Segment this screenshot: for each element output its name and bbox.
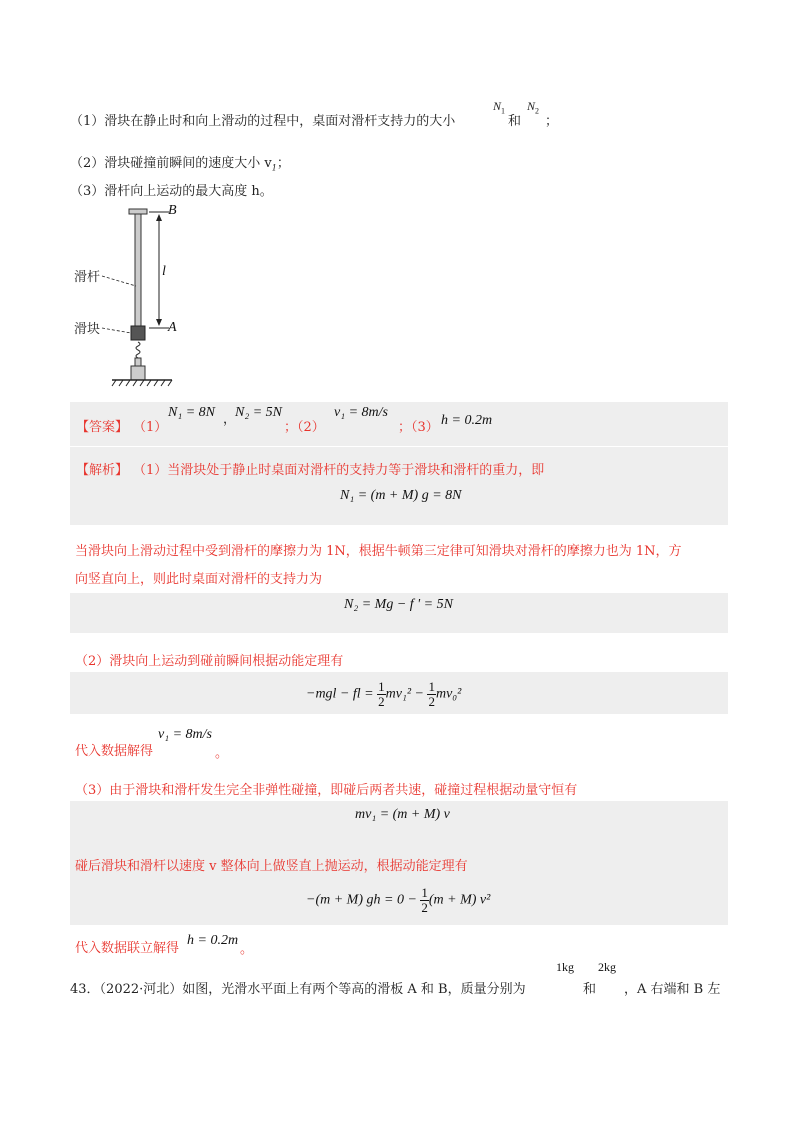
analysis-line-1: （1）当滑块处于静止时桌面对滑杆的支持力等于滑块和滑杆的重力，即 xyxy=(133,463,545,478)
analysis-line-7-end: 。 xyxy=(240,942,254,957)
answer-part3: ；（3） xyxy=(398,420,439,435)
analysis-line-2b: 向竖直向上，则此时桌面对滑杆的支持力为 xyxy=(75,572,323,587)
label-b: B xyxy=(168,203,177,218)
label-block: 滑块 xyxy=(74,322,101,337)
question-43-and: 和 xyxy=(583,982,597,997)
answer-part2: ；（2） xyxy=(284,420,325,435)
label-l: l xyxy=(162,264,166,279)
answer-eq2: N₂ = 5N xyxy=(235,405,282,420)
q1-and: 和 xyxy=(508,114,522,129)
q1-end: ； xyxy=(545,114,559,129)
analysis-line-7: 代入数据联立解得 xyxy=(75,941,180,956)
question-2: （2）滑块碰撞前瞬间的速度大小 $v_1$； xyxy=(70,156,290,173)
question-43: 43．（2022·河北）如图，光滑水平面上有两个等高的滑板 A 和 B，质量分别为 xyxy=(70,982,526,997)
label-rod: 滑杆 xyxy=(74,270,101,285)
answer-eq3: v₁ = 8m/s xyxy=(334,405,388,420)
equation-energy: −(m + M) gh = 0 − $\frac{1}{2}$ (m + M) v² xyxy=(306,885,491,915)
analysis-tag: 【解析】 xyxy=(76,463,129,478)
equation-n2: N₂ = Mg − f ' = 5N xyxy=(344,597,453,612)
answer-eq4: h = 0.2m xyxy=(441,413,493,428)
label-a: A xyxy=(168,320,177,335)
question-43-cont: ，A 右端和 B 左 xyxy=(624,982,721,997)
analysis-line-3: （2）滑块向上运动到碰前瞬间根据动能定理有 xyxy=(75,654,344,669)
mass-1: 1kg xyxy=(556,960,574,974)
n1-symbol: $N_1$ xyxy=(493,99,506,116)
mass-2: 2kg xyxy=(598,960,616,974)
equation-h: h = 0.2m xyxy=(187,933,239,948)
answer-sep: ， xyxy=(223,412,237,427)
equation-kinetic: −mgl − fl = $\frac{1}{2}$ mv₁² − $\frac{1}{2}$ mv₀² xyxy=(306,679,462,709)
equation-v1: v₁ = 8m/s xyxy=(158,727,212,742)
slider-rod-figure xyxy=(60,200,200,395)
analysis-line-2a: 当滑块向上滑动过程中受到滑杆的摩擦力为 1N，根据牛顿第三定律可知滑块对滑杆的摩擦力也为 1N，方 xyxy=(75,544,682,559)
analysis-line-4-end: 。 xyxy=(215,746,229,761)
answer-eq1: N₁ = 8N xyxy=(168,405,215,420)
answer-part1: （1） xyxy=(133,420,168,435)
answer-tag: 【答案】 xyxy=(76,420,129,435)
question-1: （1）滑块在静止时和向上滑动的过程中，桌面对滑杆支持力的大小 xyxy=(70,114,456,129)
question-3: （3）滑杆向上运动的最大高度 h。 xyxy=(70,184,273,199)
n2-symbol: $N_2$ xyxy=(527,99,540,116)
analysis-line-5: （3）由于滑块和滑杆发生完全非弹性碰撞，即碰后两者共速，碰撞过程根据动量守恒有 xyxy=(75,783,578,798)
analysis-line-6: 碰后滑块和滑杆以速度 v 整体向上做竖直上抛运动，根据动能定理有 xyxy=(75,859,468,874)
analysis-line-4: 代入数据解得 xyxy=(75,744,154,759)
equation-n1: N₁ = (m + M) g = 8N xyxy=(340,488,462,503)
equation-momentum: mv₁ = (m + M) v xyxy=(355,807,450,822)
